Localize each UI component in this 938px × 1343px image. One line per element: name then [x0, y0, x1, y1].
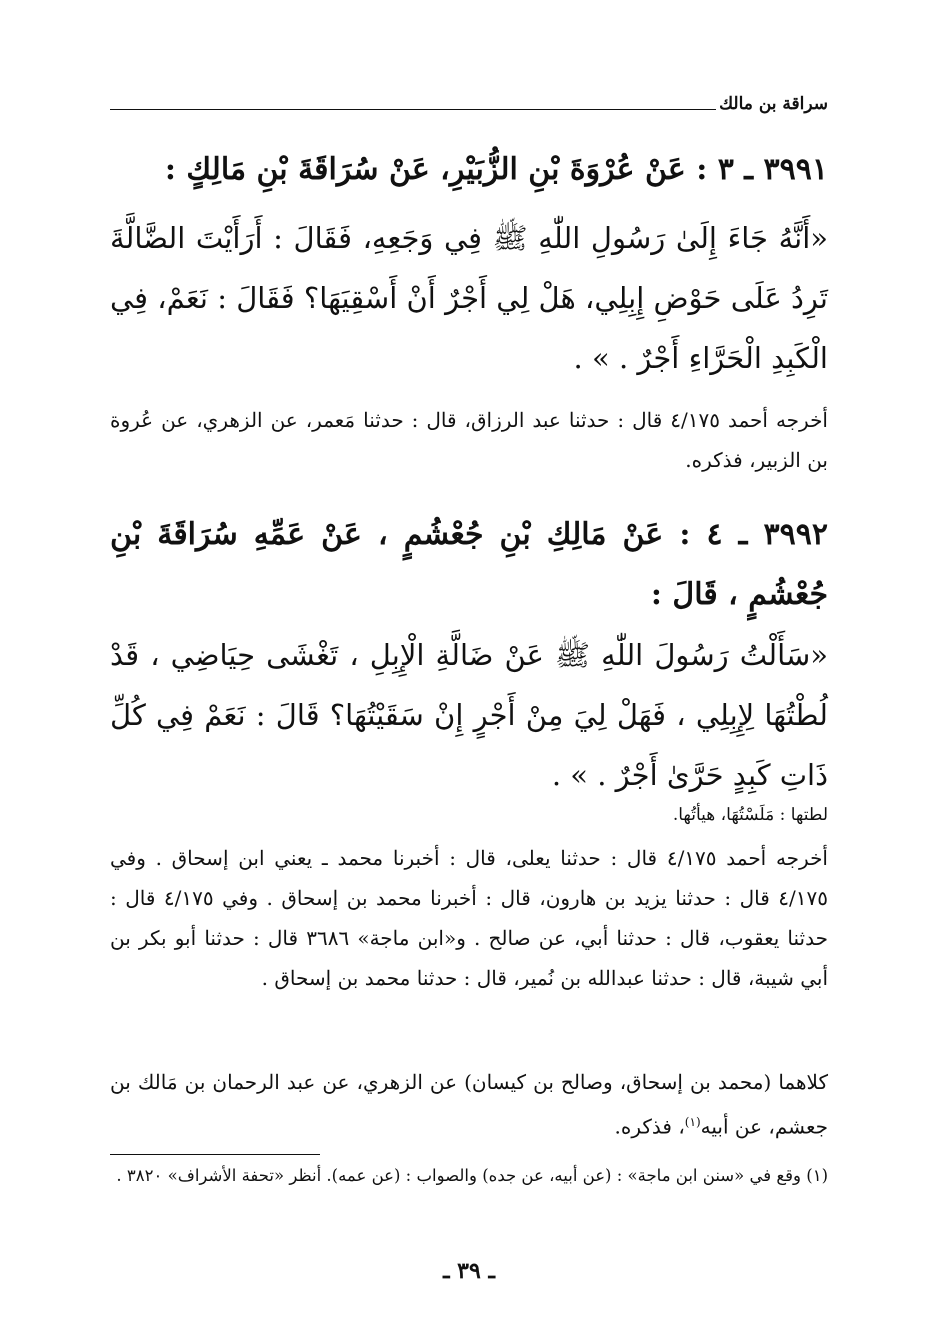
- hadith-3992-title: ٣٩٩٢ ـ ٤ : عَنْ مَالِكِ بْنِ جُعْشُمٍ ، عَنْ عَمِّهِ سُرَاقَةَ بْنِ جُعْشُمٍ ، قَالَ :: [110, 517, 828, 612]
- footnote-rule: [110, 1154, 320, 1155]
- hadith-3991-title: ٣٩٩١ ـ ٣ : عَنْ عُرْوَةَ بْنِ الزُّبَيْرِ، عَنْ سُرَاقَةَ بْنِ مَالِكٍ :: [164, 152, 828, 187]
- running-title: سراقة بن مالك: [719, 94, 828, 114]
- hadith-3991-text: «أَنَّهُ جَاءَ إِلَىٰ رَسُولِ اللّٰهِ ﷺ فِي وَجَعِهِ، فَقَالَ : أَرَأَيْتَ الضَّالَّةَ تَرِدُ عَلَى حَوْضِ إِبِلِي، هَلْ لِي أَجْرٌ أَنْ أَسْقِيَهَا؟ فَقَالَ : نَعَمْ، فِي الْكَبِدِ الْحَرَّاءِ أَجْرٌ . » .: [110, 221, 828, 375]
- hadith-3991-takhrij: أخرجه أحمد ٤/١٧٥ قال : حدثنا عبد الرزاق، قال : حدثنا مَعمر، عن الزهري، عن عُروة بن الزبير، فذكره.: [110, 408, 828, 472]
- hadith-3992-takhrij-2: [110, 1062, 828, 1147]
- takhrij-2-before: كلاهما (محمد بن إسحاق، وصالح بن كيسان) عن الزهري، عن عبد الرحمان بن مَالك بن جعشم، عن أبيه: [110, 1070, 828, 1139]
- page-number: ـ ٣٩ ـ: [443, 1258, 495, 1284]
- running-header: [110, 92, 828, 122]
- footnote-marker: (١): [684, 1115, 701, 1129]
- hadith-3992-takhrij-1: أخرجه أحمد ٤/١٧٥ قال : حدثنا يعلى، قال : أخبرنا محمد ـ يعني ابن إسحاق . وفي ٤/١٧٥ قال : حدثنا يزيد بن هارون، قال : أخبرنا محمد بن إسحاق . وفي ٤/١٧٥ قال : حدثنا يعقوب، قال : حدثنا أبي، عن صالح . و«ابن ماجة» ٣٦٨٦ قال : حدثنا أبو بكر بن أبي شيبة، قال : حدثنا عبدالله بن نُمير، قال : حدثنا محمد بن إسحاق .: [110, 846, 828, 990]
- gloss-note: لطتها : مَلَسْتُهَا، هيأتُها.: [672, 805, 828, 825]
- header-rule: [110, 109, 716, 110]
- footnote-text: (١) وقع في «سنن ابن ماجة» : (عن أبيه، عن جده) والصواب : (عن عمه). أنظر «تحفة الأشراف» ٣٨٢٠ .: [116, 1166, 828, 1185]
- takhrij-2-after: ، فذكره.: [614, 1114, 685, 1139]
- hadith-3992-text: «سَأَلْتُ رَسُولَ اللّٰهِ ﷺ عَنْ ضَالَّةِ الْإِبِلِ ، تَغْشَى حِيَاضِي ، قَدْ لُطْتُهَا لِإِبِلِي ، فَهَلْ لِيَ مِنْ أَجْرٍ إِنْ سَقَيْتُهَا؟ قَالَ : نَعَمْ فِي كُلِّ ذَاتِ كَبِدٍ حَرَّىٰ أَجْرٌ . » .: [110, 638, 828, 792]
